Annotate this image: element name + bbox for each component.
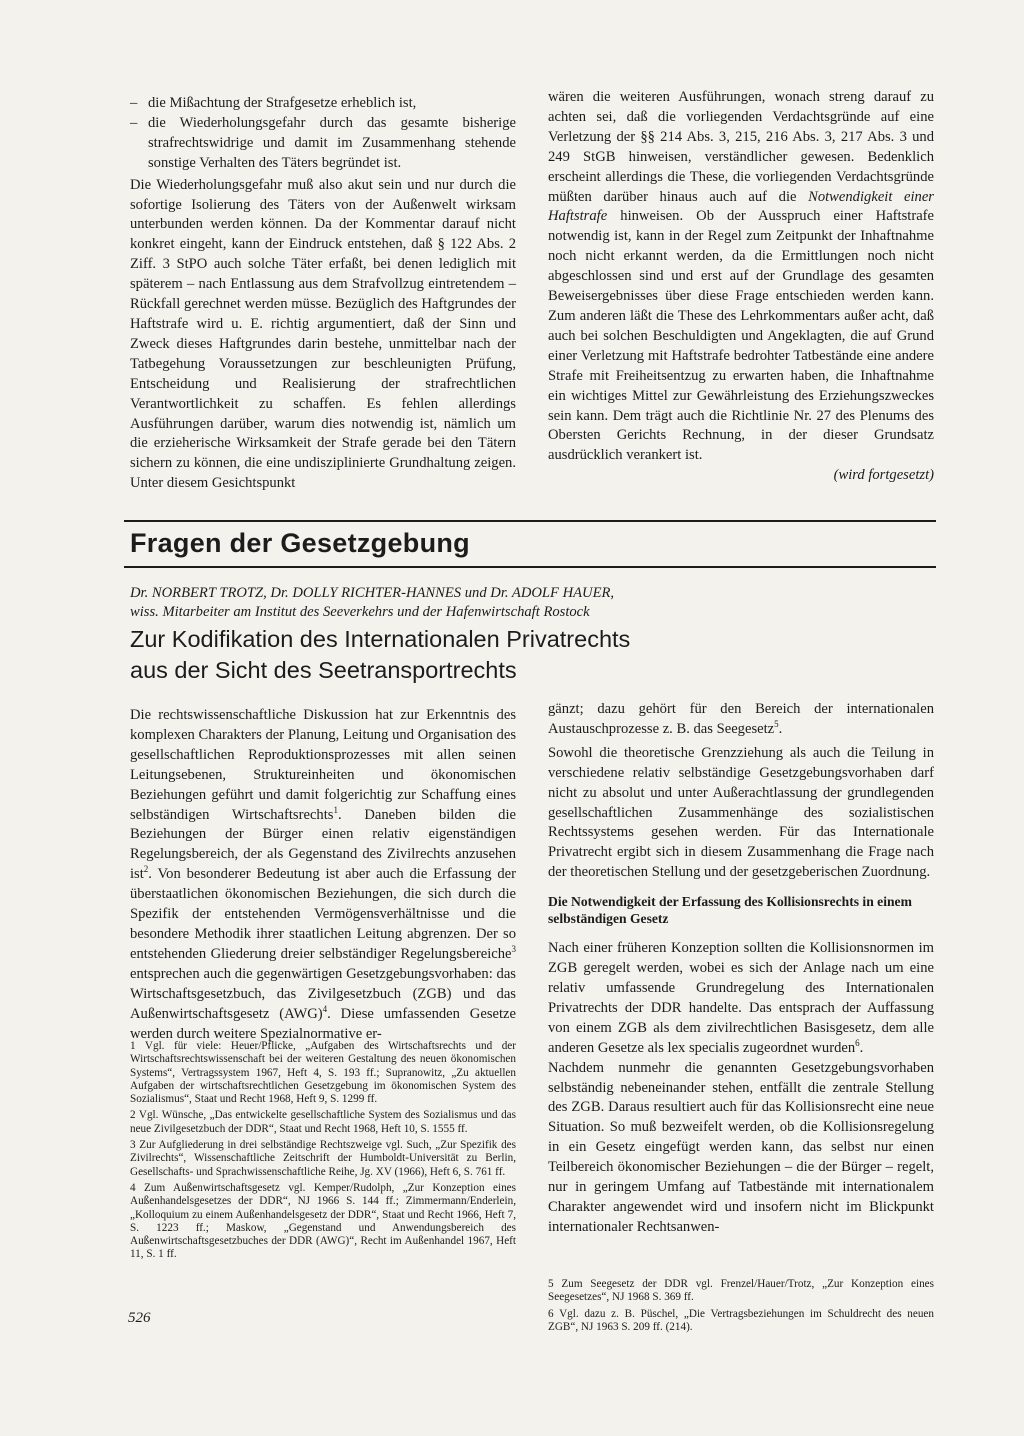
article-title bbox=[130, 624, 630, 686]
body-right-column bbox=[548, 700, 934, 1238]
article-authors bbox=[130, 584, 910, 622]
article-title-line: aus der Sicht des Seetransportrechts bbox=[130, 657, 517, 683]
footnote-ref: 2 bbox=[143, 864, 149, 875]
text-run: Nach einer früheren Konzeption sollten die Kollisionsnormen im ZGB geregelt werden, wobei es sich der Anlage nach um eine relativ umfassende Grundregelung des Internationalen Privatrechts der DDR handelte. Das entsprach der Auffassung von einem ZGB als dem zivilrechtlichen Basisgesetz, dem alle anderen Gesetze als lex specialis zugeordnet wurden bbox=[548, 940, 934, 1056]
text-run: . Diese umfassenden Gesetze werden durch weitere Spezialnormative er- bbox=[130, 1005, 516, 1042]
body-left-column bbox=[130, 706, 516, 1044]
authors-names: Dr. NORBERT TROTZ, Dr. DOLLY RICHTER-HANNES und Dr. ADOLF HAUER, bbox=[130, 585, 615, 601]
bullet-text: die Wiederholungsgefahr durch das gesamte bisherige strafrechtswidrige und damit im Zusammenhang stehende sonstige Verhalten des Täters begründet ist. bbox=[148, 114, 516, 171]
body-paragraph: Sowohl die theoretische Grenzziehung als auch die Teilung in verschiedene relativ selbständige Gesetzgebungsvorhaben darf nicht zu absolut und unter Außerachtlassung der grundlegenden gesellschaftlichen Zusammenhänge des sozialistischen Rechtssystems gesehen werden. Für das Internationale Privatrecht ergibt sich in diesem Zusammenhang die Frage nach der theoretischen Stellung und der gesetzgeberischen Zuordnung. bbox=[548, 744, 934, 881]
page-number: 526 bbox=[128, 1310, 151, 1326]
footnote-ref: 1 bbox=[333, 804, 338, 815]
section-rule-lower bbox=[124, 566, 936, 568]
footnote: 6 Vgl. dazu z. B. Püschel, „Die Vertragsbeziehungen im Schuldrecht des neuen ZGB“, NJ 1963 S. 209 ff. (214). bbox=[548, 1307, 934, 1333]
bullet-item bbox=[130, 114, 516, 174]
subheading: Die Notwendigkeit der Erfassung des Kollisionsrechts in einem selbständigen Gesetz bbox=[548, 894, 912, 927]
footnote: 4 Zum Außenwirtschaftsgesetz vgl. Kemper/Rudolph, „Zur Konzeption eines Außenhandelsgesetzes der DDR“, NJ 1966 S. 144 ff.; Zimmermann/Enderlein, „Kolloquium zu einem Außenhandelsgesetz der DDR“, Staat und Recht 1966, Heft 7, S. 1223 ff.; Maskow, „Gegenstand und Anwendungsbereich des Außenwirtschaftsgesetzbuches der DDR (AWG)“, Recht im Außenhandel 1967, Heft 11, S. 1 ff. bbox=[130, 1181, 516, 1261]
text-run: hinweisen. Ob der Ausspruch einer Haftstrafe notwendig ist, kann in der Regel zum Zeitpunkt der Inhaftnahme noch nicht erkannt werden, da die Ermittlungen noch nicht abgeschlossen sind und erst auf der Grundlage des gesamten Beweisergebnisses über diese Frage entschieden werden kann. Zum anderen läßt die These des Lehrkommentars außer acht, daß auch bei solchen Beschuldigten und Angeklagten, die auf Grund einer Verletzung mit Haftstrafe bedrohter Tatbestände eine andere Strafe mit Freiheitsentzug zu erwarten haben, die Inhaftnahme ein wichtiges Mittel zur Gewährleistung des Erziehungszweckes sein kann. Dem trägt auch die Richtlinie Nr. 27 des Plenums des Obersten Gerichts Rechnung, in der dieser Grundsatz ausdrücklich verankert ist. bbox=[548, 208, 935, 464]
section-title: Fragen der Gesetzgebung bbox=[130, 528, 470, 558]
body-paragraph bbox=[130, 706, 516, 1044]
footnote: 2 Vgl. Wünsche, „Das entwickelte gesellschaftliche System des Sozialismus und das neue Zivilgesetzbuch der DDR“, Staat und Recht 1968, Heft 10, S. 1555 ff. bbox=[130, 1109, 516, 1135]
section-rule bbox=[124, 520, 936, 522]
footnote: 1 Vgl. für viele: Heuer/Pflicke, „Aufgaben des Wirtschaftsrechts und der Wirtschaftsrechtswissenschaft bei der weiteren Gestaltung des neuen ökonomischen Systems“, Vertragssystem 1967, Heft 4, S. 193 ff.; Supranowitz, „Zu aktuellen Aufgaben der wirtschaftsrechtlichen Gesetzgebung im ökonomischen System des Sozialismus“, Staat und Recht 1968, Heft 9, S. 1299 ff. bbox=[130, 1040, 516, 1106]
dash-marker: – bbox=[130, 95, 138, 111]
text-run: wären die weiteren Ausführungen, wonach streng darauf zu achten sei, daß die vorliegenden Verdachtsgründe auf eine Verletzung der §§ 214 Abs. 3, 215, 216 Abs. 3, 217 Abs. 3 und 249 StGB hinweisen, verständlicher gewesen. Bedenklich erscheint allerdings die These, die vorliegenden Verdachtsgründe müßten darüber hinaus auch auf die bbox=[548, 89, 934, 205]
top-right-column bbox=[548, 88, 934, 486]
body-paragraph: gänzt; dazu gehört für den Bereich der internationalen Austauschprozesse z. B. das Seegesetz$^5$. bbox=[548, 701, 934, 737]
continued-note: (wird fortgesetzt) bbox=[833, 467, 934, 484]
text-run: gänzt; dazu gehört für den Bereich der internationalen Austauschprozesse z. B. das Seegesetz bbox=[548, 701, 934, 737]
footnotes-left bbox=[130, 1040, 516, 1265]
footnote-ref: 3 bbox=[511, 944, 516, 955]
emphasis-text: Notwendigkeit einer Haftstrafe bbox=[548, 188, 934, 225]
body-paragraph: Nachdem nunmehr die genannten Gesetzgebungsvorhaben selbständig nebeneinander stehen, entfällt die zentrale Stellung des ZGB. Daraus resultiert auch für das Kollisionsrecht eine neue Situation. So muß bezweifelt werden, ob die Kollisionsregelung in ein Gesetz eingefügt werden kann, das selbst nur einen Teilbereich ökonomischer Beziehungen – die der Bürger – regelt, nur in geringem Umfang auf Tatbestände mit internationalem Charakter angewendet wird und insofern nicht im Blickpunkt internationaler Rechtsanwen- bbox=[548, 1059, 934, 1235]
bullet-text: die Mißachtung der Strafgesetze erheblich ist, bbox=[148, 95, 417, 111]
bullet-item bbox=[130, 94, 516, 114]
article-title-line: Zur Kodifikation des Internationalen Privatrechts bbox=[130, 626, 631, 652]
footnote: 5 Zum Seegesetz der DDR vgl. Frenzel/Hauer/Trotz, „Zur Konzeption eines Seegesetzes“, NJ 1968 S. 369 ff. bbox=[548, 1278, 934, 1304]
body-paragraph: Nach einer früheren Konzeption sollten die Kollisionsnormen im ZGB geregelt werden, wobei es sich der Anlage nach um eine relativ umfassende Grundregelung des Internationalen Privatrechts der DDR handelte. Das entsprach der Auffassung von einem ZGB als dem zivilrechtlichen Basisgesetz, dem alle anderen Gesetze als lex specialis zugeordnet wurden$^6$. bbox=[548, 940, 934, 1056]
text-run: . Von besonderer Bedeutung ist aber auch die Erfassung der überstaatlichen ökonomischen Beziehungen, die sich durch die Spezifik der entstehenden Vermögensverhältnisse und die besondere Methodik ihrer staatlichen Leitung abgrenzen. Der so entstehenden Gliederung dreier selbständiger Regelungsbereiche bbox=[130, 866, 516, 962]
text-run: Die rechtswissenschaftliche Diskussion hat zur Erkenntnis des komplexen Charakters der Planung, Leitung und Organisation des gesellschaftlichen Reproduktionsprozesses mit allen seinen Leitungsebenen, Struktureinheiten und ökonomischen Beziehungen geführt und damit folgerichtig zur Schaffung eines selbständigen Wirtschaftsrechts bbox=[130, 707, 516, 823]
footnotes-right bbox=[548, 1278, 934, 1337]
dash-marker: – bbox=[130, 114, 138, 131]
footnote-ref: 5 bbox=[774, 719, 779, 730]
body-paragraph: Die Wiederholungsgefahr muß also akut sein und nur durch die sofortige Isolierung des Täters von der Außenwelt wirksam unterbunden werden können. Da der Kommentar darauf nicht konkret eingeht, kann der Eindruck entstehen, daß § 122 Abs. 2 Ziff. 3 StPO auch solche Täter erfaßt, bei denen lediglich mit späterem – nach Entlassung aus dem Strafvollzug eintretendem – Rückfall gerechnet werden müsse. Bezüglich des Haftgrundes der Haftstrafe wird u. E. richtig argumentiert, daß der Sinn und Zweck dieses Haftgrundes darin bestehe, unmittelbar nach der Tatbegehung Voraussetzungen zur beschleunigten Prüfung, Entscheidung und Realisierung der strafrechtlichen Verantwortlichkeit zu schaffen. Es fehlen allerdings Ausführungen darüber, warum dies notwendig ist, nämlich um die erzieherische Wirksamkeit der Strafe gerade bei den Tätern sichern zu können, die eine undisziplinierte Grundhaltung zeigen. Unter diesem Gesichtspunkt bbox=[130, 176, 516, 492]
text-run: entsprechen auch die gegenwärtigen Gesetzgebungsvorhaben: das Wirtschaftsgesetzbuch, das Zivilgesetzbuch (ZGB) und das Außenwirtschaftsgesetz (AWG) bbox=[130, 965, 516, 1022]
footnote-ref: 4 bbox=[322, 1003, 328, 1014]
authors-affiliation: wiss. Mitarbeiter am Institut des Seeverkehrs und der Hafenwirtschaft Rostock bbox=[130, 604, 590, 620]
text-run: . Daneben bilden die Beziehungen der Bürger einen relativ eigenständigen Regelungsbereich, der als Gegenstand des Zivilrechts anzusehen ist bbox=[130, 806, 516, 883]
footnote-ref: 6 bbox=[855, 1037, 860, 1048]
body-paragraph bbox=[548, 88, 934, 466]
footnote: 3 Zur Aufgliederung in drei selbständige Rechtszweige vgl. Such, „Zur Spezifik des Zivilrechts“, Wissenschaftliche Zeitschrift der Humboldt-Universität zu Berlin, Gesellschafts- und Sprachwissenschaftliche Reihe, Jg. XV (1966), Heft 6, S. 761 ff. bbox=[130, 1139, 516, 1178]
top-left-column bbox=[130, 94, 516, 494]
